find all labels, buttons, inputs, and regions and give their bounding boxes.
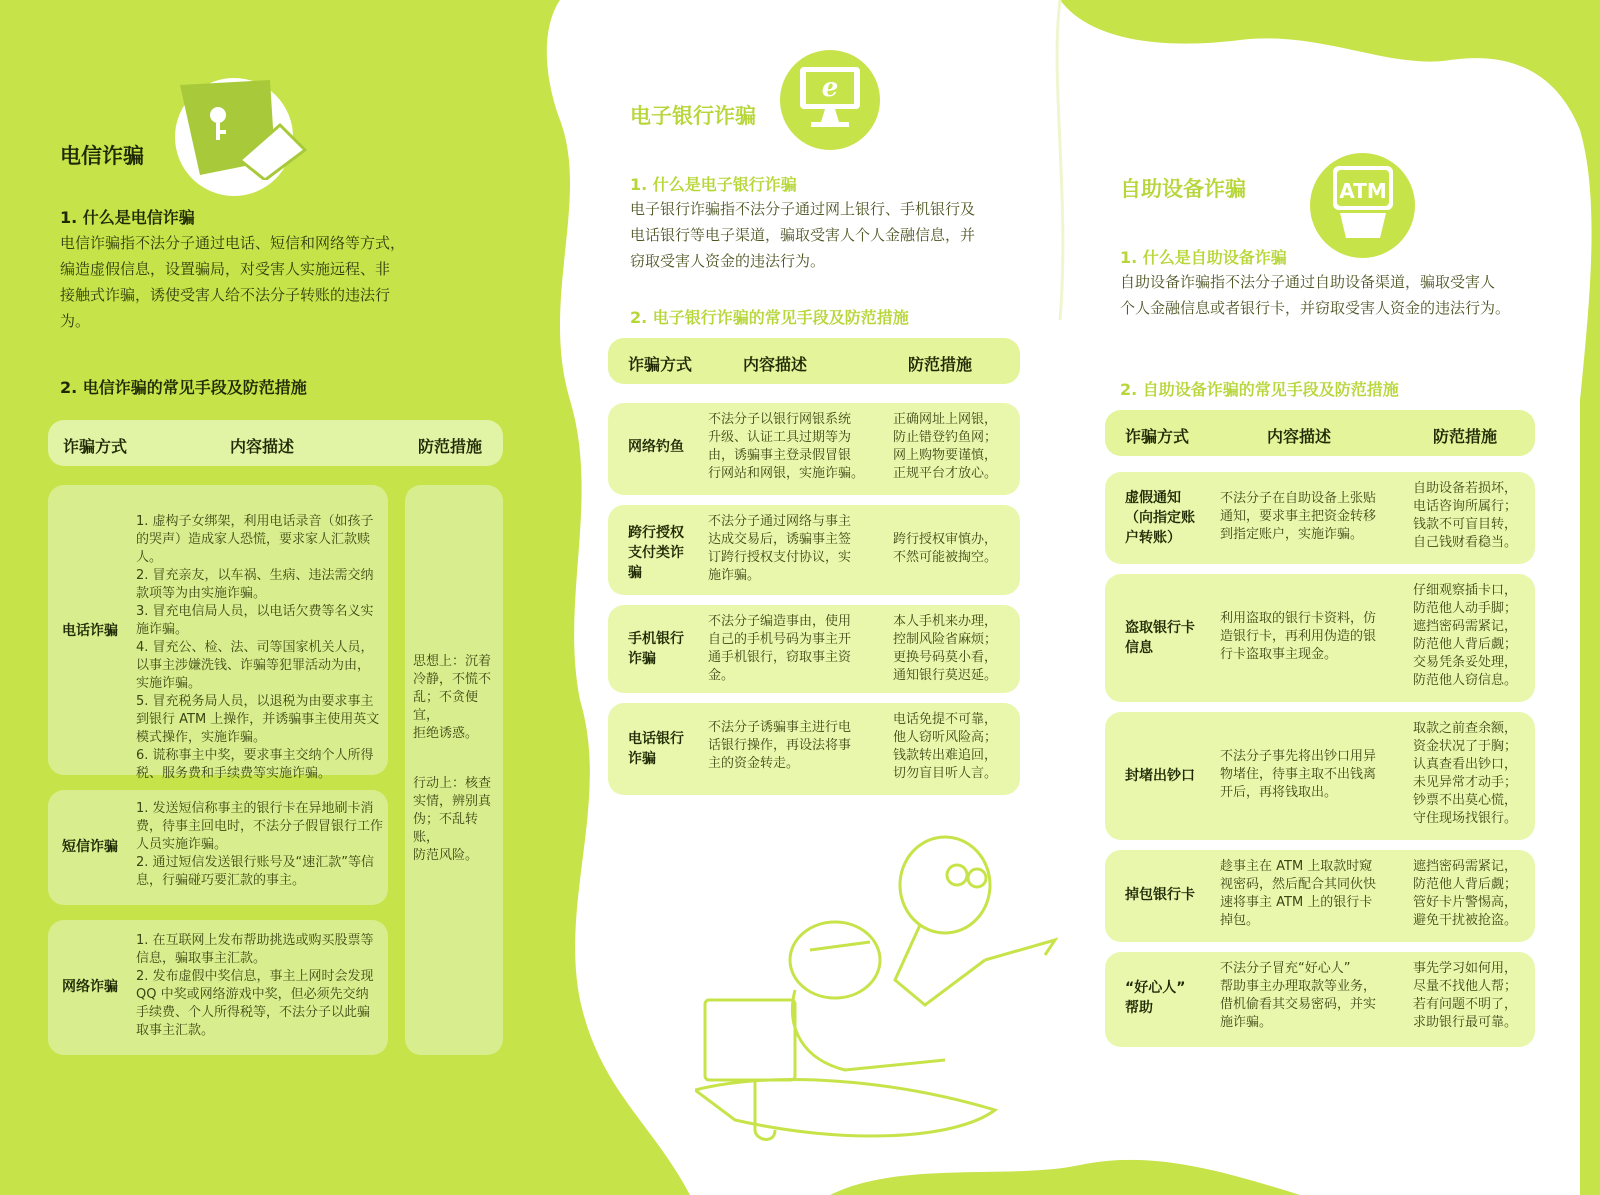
text-line: 6. 谎称事主中奖，要求事主交纳个人所得: [136, 748, 374, 763]
text-line: 不法分子通过网络与事主: [708, 514, 852, 529]
text-line: 通知，要求事主把资金转移: [1220, 509, 1377, 524]
text-line: “好心人”: [1125, 980, 1186, 996]
text-line: 税、服务费和手续费等实施诈骗。: [136, 766, 332, 781]
text-line: 防范风险。: [413, 848, 479, 863]
text-line: 自己的手机号码为事主开: [708, 632, 852, 647]
section1-text: [1120, 269, 1560, 321]
text-line: 钞票不出莫心慌，: [1413, 793, 1518, 808]
text-line: 跨行授权审慎办，: [893, 532, 998, 547]
section1-heading: 1. 什么是电子银行诈骗: [630, 175, 797, 194]
text-line: 网上购物要谨慎，: [893, 448, 998, 463]
panel-title: 自助设备诈骗: [1120, 177, 1246, 201]
text-line: 模式操作，实施诈骗。: [136, 730, 267, 745]
section1-heading: 1. 什么是电信诈骗: [60, 208, 195, 227]
header-type: 诈骗方式: [628, 355, 693, 374]
text-line: 个人金融信息或者银行卡，并窃取受害人资金的违法行为。: [1120, 299, 1511, 317]
text-line: 通知银行莫迟延。: [893, 668, 998, 683]
text-line: 不法分子事先将出钞口用异: [1220, 749, 1377, 764]
text-line: 4. 冒充公、检、法、司等国家机关人员，: [136, 640, 374, 655]
text-line: 造银行卡，再利用伪造的银: [1220, 629, 1377, 644]
text-line: 控制风险省麻烦；: [893, 632, 998, 647]
table-row: [608, 605, 1020, 693]
text-line: 1. 虚构子女绑架，利用电话录音（如孩子: [136, 514, 374, 529]
computer-e-icon: [795, 62, 865, 140]
text-line: 尽量不找他人帮；: [1413, 979, 1518, 994]
text-line: 信息: [1125, 640, 1153, 656]
text-line: 防止错登钓鱼网；: [893, 430, 998, 445]
text-line: 款项等为由实施诈骗。: [136, 586, 267, 601]
header-type: 诈骗方式: [1125, 427, 1190, 446]
text-line: 未见异常才动手；: [1413, 775, 1518, 790]
text-line: 费，待事主回电时，不法分子假冒银行工作: [136, 819, 384, 834]
table-row: [1105, 952, 1535, 1047]
text-line: 自己钱财看稳当。: [1413, 535, 1518, 550]
text-line: 借机偷看其交易密码，并实: [1220, 997, 1377, 1012]
fraud-type: [628, 629, 684, 669]
text-line: QQ 中奖或网络游戏中奖，但必须先交纳: [136, 987, 369, 1002]
text-line: 防范他人动手脚；: [1413, 601, 1518, 616]
text-line: 支付类诈: [628, 545, 684, 561]
fraud-type: [1125, 618, 1195, 658]
text-line: 到指定账户，实施诈骗。: [1220, 527, 1364, 542]
fraud-type: [628, 437, 684, 457]
text-line: 2. 通过短信发送银行账号及“速汇款”等信: [136, 855, 375, 870]
text-line: 不法分子冒充“好心人”: [1220, 961, 1351, 976]
section1-text: [630, 196, 1030, 274]
text-line: 行卡盗取事主现金。: [1220, 647, 1338, 662]
header-desc: 内容描述: [1267, 427, 1332, 446]
text-line: 电话银行: [628, 731, 684, 747]
text-line: 取事主汇款。: [136, 1023, 215, 1038]
text-line: 网络钓鱼: [628, 439, 684, 455]
text-line: 帮助事主办理取款等业务，: [1220, 979, 1377, 994]
fraud-description: [1220, 748, 1400, 802]
text-line: 2. 发布虚假中奖信息，事主上网时会发现: [136, 969, 374, 984]
table-row: [608, 403, 1020, 495]
text-line: 话银行操作，再设法将事: [708, 738, 852, 753]
text-line: 交易凭条妥处理，: [1413, 655, 1518, 670]
text-line: 管好卡片警惕高，: [1413, 895, 1518, 910]
header-measure: 防范措施: [1433, 427, 1498, 446]
fraud-description: [136, 932, 386, 1040]
panel-ebank-fraud: [600, 0, 1030, 1195]
text-line: 施诈骗。: [136, 622, 189, 637]
text-line: 电话咨询所属行；: [1413, 499, 1518, 514]
text-line: 防范他人窃信息。: [1413, 673, 1518, 688]
text-line: 趁事主在 ATM 上取款时窥: [1220, 859, 1373, 874]
text-line: 乱；不贪便宜，: [413, 690, 479, 723]
table-row: [1105, 472, 1535, 564]
text-line: 正规平台才放心。: [893, 466, 998, 481]
panel-title: 电信诈骗: [60, 144, 144, 168]
text-line: 自助设备诈骗指不法分子通过自助设备渠道，骗取受害人: [1120, 273, 1496, 291]
fraud-description: [136, 513, 386, 783]
text-line: 拒绝诱惑。: [413, 726, 479, 741]
panel-telecom-fraud: [40, 0, 510, 1195]
text-line: 到银行 ATM 上操作，并诱骗事主使用英文: [136, 712, 380, 727]
text-line: 户转账）: [1125, 530, 1181, 546]
table-header: [608, 338, 1020, 384]
text-line: 视密码，然后配合其同伙快: [1220, 877, 1377, 892]
text-line: 不然可能被掏空。: [893, 550, 998, 565]
text-line: 诈骗: [628, 651, 656, 667]
text-line: 更换号码莫小看，: [893, 650, 998, 665]
fraud-type: [628, 729, 684, 769]
text-line: 防范他人背后觑；: [1413, 877, 1518, 892]
text-line: 跨行授权: [628, 525, 684, 541]
text-line: 不法分子编造事由，使用: [708, 614, 852, 629]
header-measure: 防范措施: [908, 355, 973, 374]
prevention-action: [413, 775, 501, 865]
text-line: 的哭声）造成家人恐慌，要求家人汇款赎人。: [136, 532, 371, 565]
fraud-description: [708, 613, 883, 685]
text-line: 施诈骗。: [708, 568, 761, 583]
text-line: 升级、认证工具过期等为: [708, 430, 852, 445]
section1-text: [60, 230, 500, 334]
table-row: [48, 485, 388, 781]
fraud-description: [1220, 858, 1400, 930]
fraud-type: 短信诈骗: [62, 839, 118, 855]
text-line: 自助设备若损坏，: [1413, 481, 1518, 496]
panel-title: 电子银行诈骗: [630, 104, 756, 128]
header-desc: 内容描述: [230, 437, 295, 456]
text-line: 他人窃听风险高；: [893, 730, 998, 745]
text-line: 不法分子在自助设备上张贴: [1220, 491, 1377, 506]
fraud-description: [1220, 490, 1400, 544]
text-line: 若有问题不明了，: [1413, 997, 1518, 1012]
fraud-type: 电话诈骗: [62, 623, 118, 639]
table-row: [608, 703, 1020, 795]
fraud-description: [1220, 960, 1400, 1032]
text-line: 由，诱骗事主登录假冒银: [708, 448, 852, 463]
text-line: 手机银行: [628, 631, 684, 647]
table-row: [48, 790, 388, 905]
prevention-thought: [413, 653, 501, 743]
text-line: 行网站和网银，实施诈骗。: [708, 466, 865, 481]
text-line: 编造虚假信息，设置骗局，对受害人实施远程、非: [60, 260, 391, 278]
text-line: 切勿盲目听人言。: [893, 766, 998, 781]
text-line: 防范他人背后觑；: [1413, 637, 1518, 652]
text-line: 实施诈骗。: [136, 676, 202, 691]
fraud-description: [136, 800, 386, 890]
text-line: 行动上：核查: [413, 776, 492, 791]
table-row: [1105, 712, 1535, 840]
prevention-column: [405, 485, 503, 1055]
text-line: 2. 冒充亲友，以车祸、生病、违法需交纳: [136, 568, 374, 583]
atm-icon: [1328, 163, 1398, 243]
text-line: 伪；不乱转账，: [413, 812, 479, 845]
fraud-description: [708, 719, 883, 773]
text-line: 钱款不可盲目转，: [1413, 517, 1518, 532]
text-line: 人员实施诈骗。: [136, 837, 228, 852]
text-line: 掉包。: [1220, 913, 1260, 928]
text-line: 电信诈骗指不法分子通过电话、短信和网络等方式，: [60, 234, 406, 252]
fraud-measure: [893, 613, 1018, 685]
panel-atm-fraud: [1120, 0, 1570, 1195]
header-type: 诈骗方式: [63, 437, 128, 456]
text-line: 窃取受害人资金的违法行为。: [630, 252, 826, 270]
text-line: 物堵住，待事主取不出钱离: [1220, 767, 1377, 782]
table-header: [1105, 410, 1535, 456]
table-header: [48, 420, 503, 466]
text-line: 电子银行诈骗指不法分子通过网上银行、手机银行及: [630, 200, 976, 218]
fraud-measure: [1413, 858, 1533, 930]
text-line: 1. 发送短信称事主的银行卡在异地刷卡消: [136, 801, 374, 816]
text-line: 5. 冒充税务局人员，以退税为由要求事主: [136, 694, 374, 709]
text-line: 为。: [60, 312, 91, 330]
section2-heading: 2. 电信诈骗的常见手段及防范措施: [60, 378, 307, 397]
text-line: 本人手机来办理，: [893, 614, 998, 629]
text-line: 手续费、个人所得税等，不法分子以此骗: [136, 1005, 371, 1020]
text-line: 取款之前查余额，: [1413, 721, 1518, 736]
fraud-measure: [893, 531, 1018, 567]
text-line: 信息，骗取事主汇款。: [136, 951, 267, 966]
text-line: 3. 冒充电信局人员，以电话欠费等名义实: [136, 604, 374, 619]
section2-heading: 2. 自助设备诈骗的常见手段及防范措施: [1120, 380, 1399, 399]
lock-bag-icon: [170, 40, 330, 180]
text-line: 诈骗: [628, 751, 656, 767]
text-line: 仔细观察插卡口，: [1413, 583, 1518, 598]
text-line: （向指定账: [1125, 510, 1195, 526]
text-line: 遮挡密码需紧记，: [1413, 619, 1518, 634]
table-row: [1105, 574, 1535, 702]
fraud-type: 网络诈骗: [62, 979, 118, 995]
text-line: 接触式诈骗，诱使受害人给不法分子转账的违法行: [60, 286, 391, 304]
fraud-type: [1125, 978, 1185, 1018]
header-measure: 防范措施: [418, 437, 483, 456]
text-line: 事先学习如何用，: [1413, 961, 1518, 976]
text-line: 金。: [708, 668, 735, 683]
text-line: 速将事主 ATM 上的银行卡: [1220, 895, 1373, 910]
fraud-type: [1125, 766, 1195, 786]
cartoon-illustration: [695, 830, 1075, 1150]
table-row: [608, 505, 1020, 595]
text-line: 遮挡密码需紧记，: [1413, 859, 1518, 874]
text-line: 施诈骗。: [1220, 1015, 1273, 1030]
fraud-measure: [1413, 960, 1533, 1032]
text-line: 不法分子诱骗事主进行电: [708, 720, 852, 735]
text-line: 掉包银行卡: [1125, 887, 1195, 903]
fraud-measure: [1413, 480, 1533, 552]
text-line: 认真查看出钞口，: [1413, 757, 1518, 772]
fraud-description: [708, 411, 883, 483]
fraud-type: [1125, 488, 1195, 548]
text-line: 冷静，不慌不: [413, 672, 492, 687]
text-line: 电话免提不可靠，: [893, 712, 998, 727]
text-line: 正确网址上网银，: [893, 412, 998, 427]
text-line: 守住现场找银行。: [1413, 811, 1518, 826]
text-line: 帮助: [1125, 1000, 1153, 1016]
text-line: 不法分子以银行网银系统: [708, 412, 852, 427]
table-row: [1105, 850, 1535, 942]
fraud-type: [1125, 885, 1195, 905]
text-line: 订跨行授权支付协议，实: [708, 550, 852, 565]
text-line: 思想上：沉着: [413, 654, 492, 669]
text-line: 实情，辨别真: [413, 794, 492, 809]
icon-text: ATM: [1339, 179, 1387, 203]
text-line: 虚假通知: [1125, 490, 1181, 506]
text-line: 1. 在互联网上发布帮助挑选或购买股票等: [136, 933, 374, 948]
section2-heading: 2. 电子银行诈骗的常见手段及防范措施: [630, 308, 909, 327]
header-desc: 内容描述: [743, 355, 808, 374]
text-line: 骗: [628, 565, 642, 581]
fraud-type: [628, 523, 684, 583]
fraud-measure: [893, 711, 1018, 783]
text-line: 主的资金转走。: [708, 756, 800, 771]
table-row: [48, 920, 388, 1055]
text-line: 盗取银行卡: [1125, 620, 1195, 636]
text-line: 封堵出钞口: [1125, 768, 1195, 784]
text-line: 资金状况了于胸；: [1413, 739, 1518, 754]
section1-heading: 1. 什么是自助设备诈骗: [1120, 248, 1287, 267]
text-line: 通手机银行，窃取事主资: [708, 650, 852, 665]
text-line: 息，行骗碰巧要汇款的事主。: [136, 873, 306, 888]
fraud-description: [708, 513, 883, 585]
text-line: 电话银行等电子渠道，骗取受害人个人金融信息，并: [630, 226, 976, 244]
fraud-measure: [1413, 582, 1533, 690]
text-line: 达成交易后，诱骗事主签: [708, 532, 852, 547]
text-line: 钱款转出难追回，: [893, 748, 998, 763]
text-line: 避免干扰被抢盗。: [1413, 913, 1518, 928]
text-line: 求助银行最可靠。: [1413, 1015, 1518, 1030]
fraud-description: [1220, 610, 1400, 664]
text-line: 以事主涉嫌洗钱、诈骗等犯罪活动为由，: [136, 658, 371, 673]
text-line: 利用盗取的银行卡资料，仿: [1220, 611, 1377, 626]
fraud-measure: [893, 411, 1018, 483]
fraud-measure: [1413, 720, 1533, 828]
icon-letter: e: [821, 73, 839, 103]
text-line: 开后，再将钱取出。: [1220, 785, 1338, 800]
